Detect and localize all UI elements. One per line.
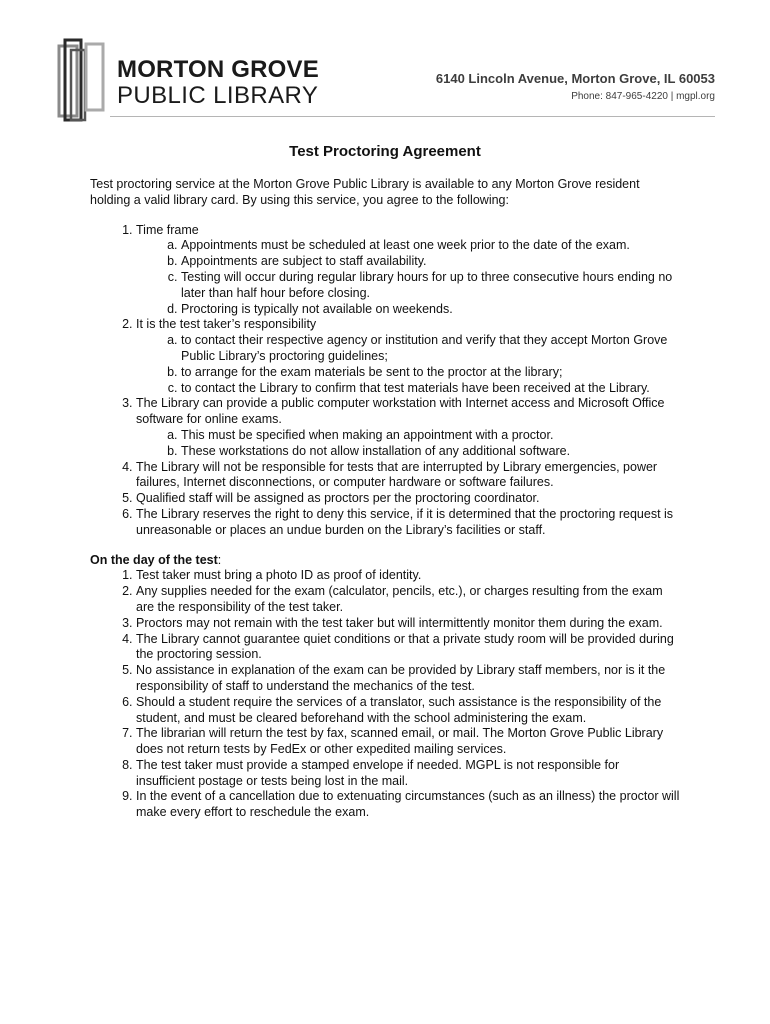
agreement-subitem: a. to contact their respective agency or institution and verify that they accept Morton Grove Public Library’s proctoring guidelines; (181, 333, 680, 365)
day-of-test-item: 8. The test taker must provide a stamped envelope if needed. MGPL is not responsible for insufficient postage or tests being lost in the mail. (136, 758, 680, 790)
day-of-test-list (90, 568, 680, 821)
agreement-item (136, 223, 680, 318)
agreement-item (136, 491, 680, 507)
agreement-subitem-list (136, 428, 680, 460)
day-of-test-item: 6. Should a student require the services of a translator, such assistance is the responsibility of the student, and must be cleared beforehand with the school administering the exam. (136, 695, 680, 727)
agreement-item-text: The Library reserves the right to deny this service, if it is determined that the proctoring request is unreasonable or places an undue burden on the Library’s facilities or staff. (136, 506, 674, 537)
agreement-subitem-list (136, 333, 680, 396)
agreement-item-text: It is the test taker’s responsibility (136, 317, 317, 332)
agreement-item-text: Qualified staff will be assigned as proctors per the proctoring coordinator. (136, 491, 540, 506)
day-of-test-item: 9. In the event of a cancellation due to extenuating circumstances (such as an illness) the proctor will make every effort to reschedule the exam. (136, 789, 680, 821)
day-of-test-item: 7. The librarian will return the test by fax, scanned email, or mail. The Morton Grove Public Library does not return tests by FedEx or other expedited mailing services. (136, 726, 680, 758)
agreement-list (90, 223, 680, 539)
header-divider (110, 116, 715, 117)
agreement-subitem-list (136, 238, 680, 317)
day-of-test-item: 2. Any supplies needed for the exam (calculator, pencils, etc.), or charges resulting from the exam are the responsibility of the test taker. (136, 584, 680, 616)
agreement-item (136, 507, 680, 539)
agreement-subitem: c. Testing will occur during regular library hours for up to three consecutive hours ending no later than half hour before closing. (181, 270, 680, 302)
agreement-subitem: a. This must be specified when making an appointment with a proctor. (181, 428, 680, 444)
library-logo-icon (56, 38, 108, 124)
agreement-item (136, 396, 680, 459)
agreement-item-text: The Library will not be responsible for tests that are interrupted by Library emergencies, power failures, Internet disconnections, or computer hardware or software failures. (136, 459, 658, 490)
agreement-subitem: b. to arrange for the exam materials be sent to the proctor at the library; (181, 365, 680, 381)
agreement-subitem: b. These workstations do not allow installation of any additional software. (181, 444, 680, 460)
agreement-item (136, 317, 680, 396)
day-of-test-item: 5. No assistance in explanation of the exam can be provided by Library staff members, nor is it the responsibility of staff to understand the mechanics of the test. (136, 663, 680, 695)
logo-name-line2: PUBLIC LIBRARY (117, 82, 319, 109)
day-of-test-heading-colon: : (217, 552, 222, 567)
day-of-test-heading-text: On the day of the test (90, 552, 218, 567)
agreement-subitem: b. Appointments are subject to staff availability. (181, 254, 680, 270)
agreement-item-text: The Library can provide a public computer workstation with Internet access and Microsoft Office software for online exams. (136, 396, 665, 427)
agreement-subitem: a. Appointments must be scheduled at least one week prior to the date of the exam. (181, 238, 680, 254)
library-contact: Phone: 847-965-4220 | mgpl.org (571, 91, 715, 102)
agreement-subitem: d. Proctoring is typically not available on weekends. (181, 302, 680, 318)
agreement-item (136, 460, 680, 492)
agreement-subitem: c. to contact the Library to confirm that test materials have been received at the Library. (181, 381, 680, 397)
day-of-test-item: 3. Proctors may not remain with the test taker but will intermittently monitor them during the exam. (136, 616, 680, 632)
intro-paragraph: Test proctoring service at the Morton Grove Public Library is available to any Morton Grove resident holding a valid library card. By using this service, you agree to the following: (90, 177, 640, 207)
day-of-test-heading (90, 553, 680, 569)
agreement-item-text: Time frame (136, 222, 199, 237)
logo-name-line1: MORTON GROVE (117, 56, 319, 83)
library-address: 6140 Lincoln Avenue, Morton Grove, IL 60053 (435, 71, 715, 86)
day-of-test-item: 4. The Library cannot guarantee quiet conditions or that a private study room will be provided during the proctoring session. (136, 632, 680, 664)
letterhead (0, 0, 770, 125)
page-title: Test Proctoring Agreement (289, 143, 481, 160)
day-of-test-item: 1. Test taker must bring a photo ID as proof of identity. (136, 568, 680, 584)
document-body (90, 143, 680, 821)
